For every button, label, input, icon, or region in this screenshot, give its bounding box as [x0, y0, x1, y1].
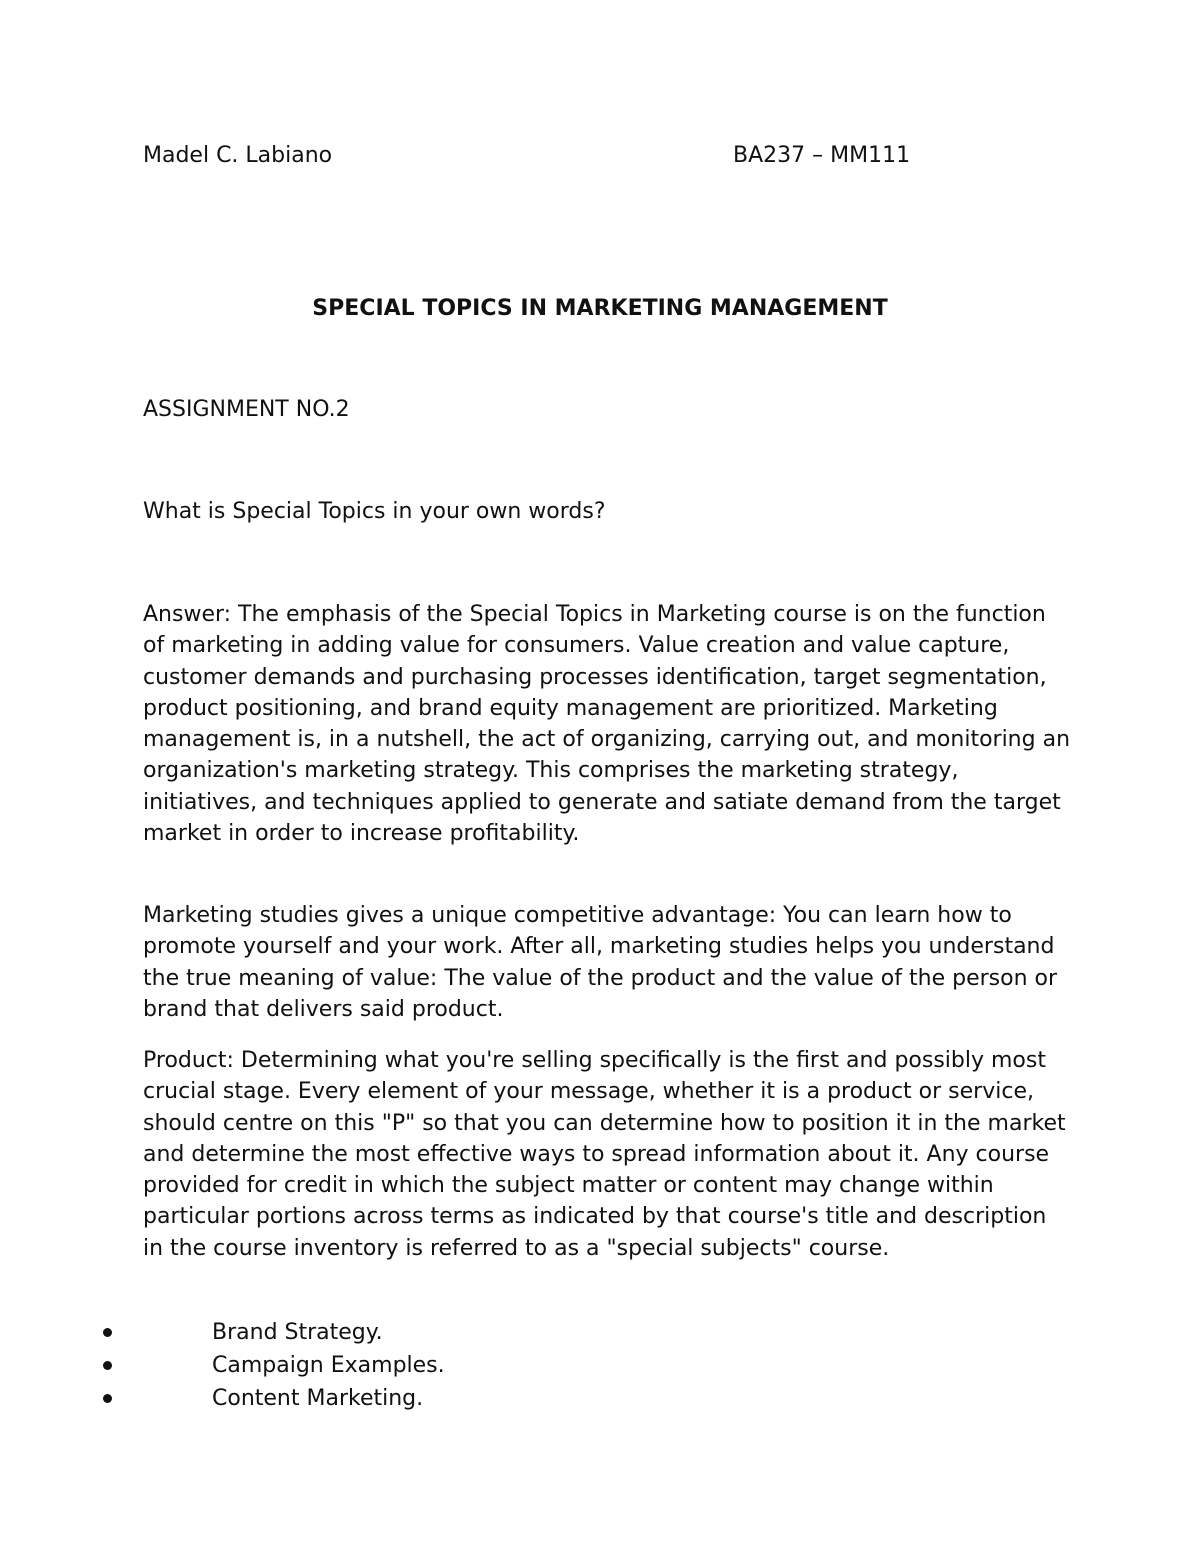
document-title: SPECIAL TOPICS IN MARKETING MANAGEMENT: [312, 296, 888, 321]
marketing-studies-paragraph: Marketing studies gives a unique competitive advantage: You can learn how to promote yourself and your work. After all, marketing studies helps you understand the true meaning of value: The value of the product and the value of the person or brand that delivers said product.: [143, 903, 1058, 1022]
bullet-icon: [103, 1361, 112, 1370]
list-item: [0, 1316, 1200, 1349]
bullet-label: Campaign Examples.: [212, 1353, 445, 1378]
answer-paragraph: Answer: The emphasis of the Special Topics in Marketing course is on the function of marketing in adding value for consumers. Value creation and value capture, customer demands and purchasing processes identification, target segmentation, product positioning, and brand equity management are prioritized. Marketing management is, in a nutshell, the act of organizing, carrying out, and monitoring an organization's marketing strategy. This comprises the marketing strategy, initiatives, and techniques applied to generate and satiate demand from the target market in order to increase profitability.: [143, 602, 1071, 847]
bullet-icon: [103, 1394, 112, 1403]
assignment-label: ASSIGNMENT NO.2: [143, 397, 350, 422]
bullet-label: Brand Strategy.: [212, 1320, 383, 1345]
topic-bullet-list: [0, 1316, 1200, 1415]
author-name: Madel C. Labiano: [143, 143, 333, 168]
list-item: [0, 1349, 1200, 1382]
bullet-icon: [103, 1328, 112, 1337]
list-item: [0, 1382, 1200, 1415]
question-text: What is Special Topics in your own words?: [143, 499, 606, 524]
bullet-label: Content Marketing.: [212, 1386, 424, 1411]
course-code: BA237 – MM111: [733, 143, 911, 168]
product-paragraph: Product: Determining what you're selling specifically is the first and possibly most crucial stage. Every element of your message, whether it is a product or service, should centre on this "P" so that you can determine how to position it in the market and determine the most effective ways to spread information about it. Any course provided for credit in which the subject matter or content may change within particular portions across terms as indicated by that course's title and description in the course inventory is referred to as a "special subjects" course.: [143, 1048, 1066, 1261]
document-header: [143, 140, 1063, 172]
